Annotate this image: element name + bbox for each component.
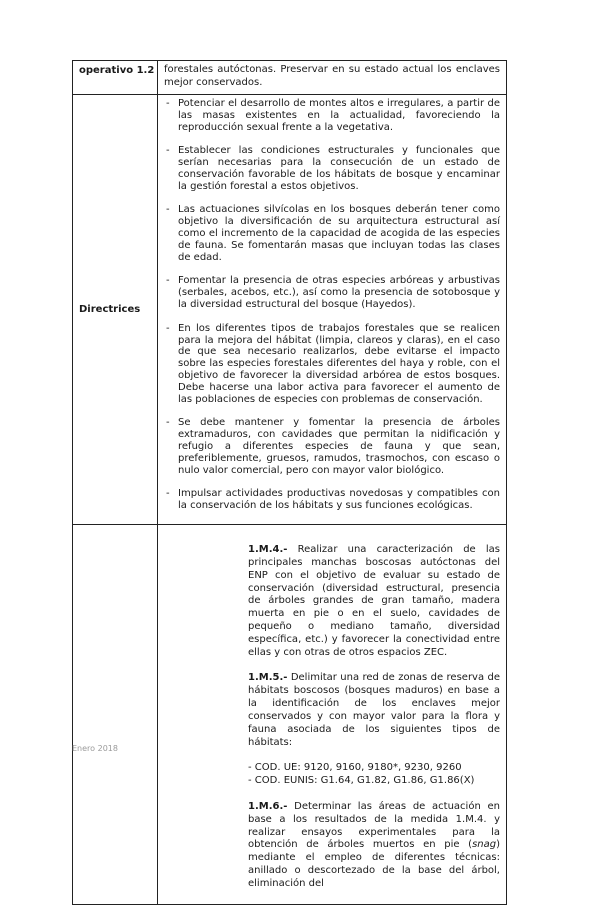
habitat-codes [248,762,500,788]
dash-bullet: - [166,275,170,287]
habitat-code-line: - COD. UE: 9120, 9160, 9180*, 9230, 9260 [248,762,462,774]
dash-bullet: - [166,145,170,157]
dash-bullet: - [166,322,170,334]
row-content-cell [158,61,507,95]
list-item [166,323,500,406]
row-label-cell-empty [73,524,158,904]
dash-bullet: - [166,98,170,109]
row-label: operativo 1.2 [79,65,155,76]
list-item [166,204,500,264]
list-item [166,275,500,311]
dash-bullet: - [166,204,170,216]
measure-text: Delimitar una red de zonas de reserva de hábitats boscosos (bosques maduros) en base a la identificación de los enclaves mejor conservados y con mayor valor para la flora y fauna asociada de los siguientes tipos de hábitats: [248,672,500,748]
list-item-text: Impulsar actividades productivas novedosas y compatibles con la conservación de los hábitats y sus funciones ecológicas. [178,488,500,512]
table-row-measures [73,524,507,904]
table-row-directrices [73,95,507,525]
objective-text: forestales autóctonas. Preservar en su estado actual los enclaves mejor conservados. [164,64,500,88]
list-item [166,488,500,512]
list-item-text: Potenciar el desarrollo de montes altos e irregulares, a partir de las masas existentes en la actualidad, favoreciendo la reproducción sexual frente a la vegetativa. [178,98,500,133]
dash-bullet: - [166,417,170,429]
table-row-objective [73,61,507,95]
list-item-text: Fomentar la presencia de otras especies arbóreas y arbustivas (serbales, acebos, etc.), así como la presencia de sotobosque y la diversidad estructural del bosque (Hayedos). [178,275,500,311]
measure-text: Realizar una caracterización de las principales manchas boscosas autóctonas del ENP con el objetivo de evaluar su estado de conservación (diversidad estructural, presencia de árboles grandes de gran tamaño, madera muerta en pie o en el suelo, cavidades de pequeño o mediano tamaño, diversidad específica, etc.) y favorecer la conectividad entre ellas y con otras de otros espacios ZEC. [248,543,500,659]
page-footer: Enero 2018 [72,744,118,753]
measure-term: snag [472,839,497,851]
measure-code: 1.M.5.- [248,672,288,684]
dash-bullet: - [166,488,170,500]
measure-paragraph [248,672,500,749]
habitat-code-line: - COD. EUNIS: G1.64, G1.82, G1.86, G1.86(X) [248,775,475,787]
list-item [166,417,500,477]
measure-text: ) mediante el empleo de diferentes técnicas: anillado o descortezado de la base del árbol, eliminación del [248,839,500,890]
row-label-cell [73,61,158,95]
list-item [166,98,500,134]
measures-content [158,525,506,891]
row-label-cell [73,95,158,525]
measure-text: Determinar las áreas de actuación en base a los resultados de la medida 1.M.4. y realizar ensayos experimentales para la obtención de árboles muertos en pie ( [248,800,500,851]
measure-paragraph [248,544,500,660]
measure-code: 1.M.4.- [248,543,288,555]
row-content-cell [158,524,507,904]
measure-paragraph [248,801,500,891]
list-item-text: Establecer las condiciones estructurales y funcionales que serían necesarias para la consecución de un estado de conservación favorable de los hábitats de bosque y encaminar la gestión forestal a estos objetivos. [178,145,500,192]
measure-code: 1.M.6.- [248,800,288,812]
list-item-text: En los diferentes tipos de trabajos forestales que se realicen para la mejora del hábitat (limpia, clareos y claras), en el caso de que sea necesario realizarlos, debe evitarse el impacto sobre las especies forestales diferentes del haya y roble, con el objetivo de favorecer la diversidad arbórea de estos bosques. Debe hacerse una labor activa para favorecer el aumento de las poblaciones de especies con problemas de conservación. [178,322,500,406]
row-label: Directrices [79,303,141,315]
list-item-text: Las actuaciones silvícolas en los bosques deberán tener como objetivo la diversificación de su arquitectura estructural así como el incremento de la capacidad de acogida de las especies de fauna. Se fomentarán masas que incluyan todas las clases de edad. [178,204,500,263]
directrices-list [158,95,506,512]
list-item-text: Se debe mantener y fomentar la presencia de árboles extramaduros, con cavidades que permitan la nidificación y refugio a diferentes especies de fauna y que sean, preferiblemente, gruesos, ramudos, trasmochos, con escaso o nulo valor comercial, pero con mayor valor biológico. [178,417,500,477]
content-table [72,60,507,905]
row-content-cell [158,95,507,525]
list-item [166,145,500,193]
